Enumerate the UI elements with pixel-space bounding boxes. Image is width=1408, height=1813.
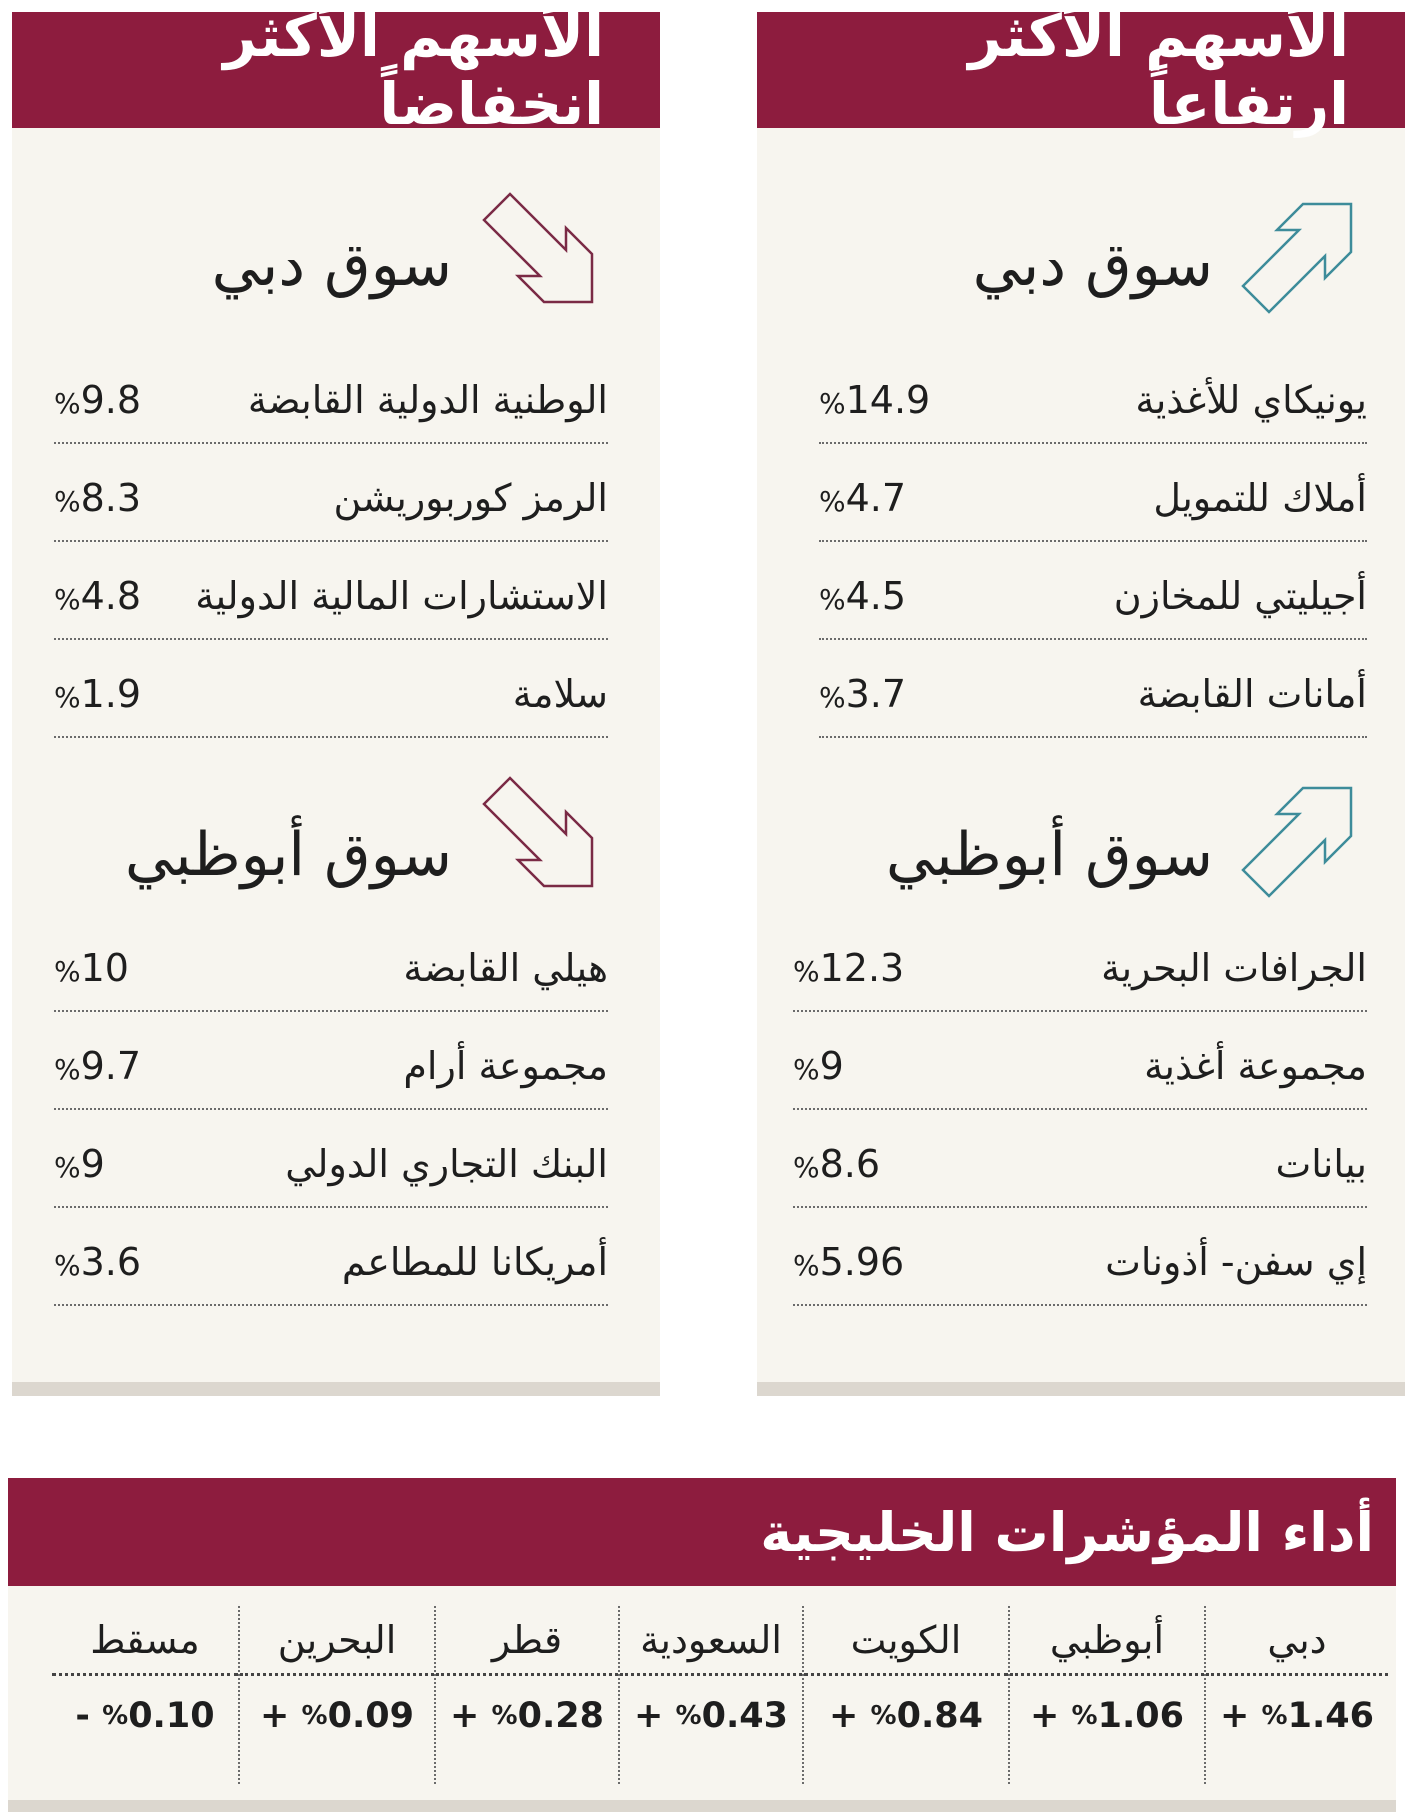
stock-change: %10 xyxy=(54,946,129,990)
stock-name: يونيكاي للأغذية xyxy=(1135,378,1367,422)
stock-name: هيلي القابضة xyxy=(403,946,608,990)
index-change: + % 0.43 xyxy=(634,1696,788,1736)
list-item xyxy=(54,1116,608,1208)
top-gainers-title: الأسهم الأكثر ارتفاعاً xyxy=(757,12,1405,128)
index-column-kuwait xyxy=(802,1606,1008,1784)
stock-change: %4.8 xyxy=(54,574,142,618)
stock-change: %5.96 xyxy=(793,1240,905,1284)
gulf-indices-title: أداء المؤشرات الخليجية xyxy=(8,1478,1396,1586)
top-gainers-panel xyxy=(757,2,1405,1382)
list-item xyxy=(819,646,1367,738)
stock-name: الجرافات البحرية xyxy=(1101,946,1367,990)
arrow-down-icon xyxy=(478,774,596,900)
stock-name: سلامة xyxy=(512,672,608,716)
index-column-abudhabi xyxy=(1008,1606,1204,1784)
index-column-dubai xyxy=(1204,1606,1388,1784)
panel-shadow xyxy=(757,1382,1405,1396)
stock-change: %4.7 xyxy=(819,476,907,520)
index-column-muscat xyxy=(52,1606,238,1784)
top-losers-panel xyxy=(12,2,660,1382)
index-name: أبوظبي xyxy=(1010,1606,1204,1676)
stock-name: الوطنية الدولية القابضة xyxy=(247,378,608,422)
index-column-bahrain xyxy=(238,1606,434,1784)
panel-shadow xyxy=(12,1382,660,1396)
market-title-dubai: سوق دبي xyxy=(972,230,1213,300)
stock-name: أملاك للتمويل xyxy=(1153,476,1367,520)
index-change: + % 0.84 xyxy=(829,1696,983,1736)
index-change: + % 0.09 xyxy=(260,1696,414,1736)
list-item xyxy=(54,1214,608,1306)
list-item xyxy=(819,352,1367,444)
stock-change: %8.3 xyxy=(54,476,142,520)
index-column-qatar xyxy=(434,1606,618,1784)
stock-change: %14.9 xyxy=(819,378,931,422)
stock-change: %1.9 xyxy=(54,672,142,716)
index-name: مسقط xyxy=(52,1606,238,1676)
stock-change: %9.7 xyxy=(54,1044,142,1088)
list-item xyxy=(793,920,1367,1012)
list-item xyxy=(819,450,1367,542)
stock-name: أمانات القابضة xyxy=(1137,672,1367,716)
market-title-dubai: سوق دبي xyxy=(211,230,452,300)
top-losers-title: الأسهم الأكثر انخفاضاً xyxy=(12,12,660,128)
stock-name: الاستشارات المالية الدولية xyxy=(195,574,608,618)
arrow-up-icon xyxy=(1237,190,1355,316)
stock-name: البنك التجاري الدولي xyxy=(285,1142,608,1186)
stock-change: %3.7 xyxy=(819,672,907,716)
stock-name: مجموعة أغذية xyxy=(1144,1044,1367,1088)
list-item xyxy=(54,646,608,738)
stock-change: %4.5 xyxy=(819,574,907,618)
list-item xyxy=(54,548,608,640)
list-item xyxy=(54,352,608,444)
index-name: قطر xyxy=(436,1606,618,1676)
market-title-abudhabi: سوق أبوظبي xyxy=(885,820,1213,890)
index-name: السعودية xyxy=(620,1606,802,1676)
stock-name: أجيليتي للمخازن xyxy=(1113,574,1367,618)
index-change: + % 0.28 xyxy=(450,1696,604,1736)
stock-change: %9.8 xyxy=(54,378,142,422)
stock-name: إي سفن- أذونات xyxy=(1105,1240,1367,1284)
list-item xyxy=(54,920,608,1012)
market-title-abudhabi: سوق أبوظبي xyxy=(124,820,452,890)
index-change: + % 1.06 xyxy=(1030,1696,1184,1736)
list-item xyxy=(793,1214,1367,1306)
list-item xyxy=(54,450,608,542)
gulf-indices-table xyxy=(28,1606,1388,1784)
stock-name: الرمز كوربوريشن xyxy=(333,476,608,520)
list-item xyxy=(793,1018,1367,1110)
stock-change: %3.6 xyxy=(54,1240,142,1284)
index-name: الكويت xyxy=(804,1606,1008,1676)
panel-shadow xyxy=(8,1800,1396,1812)
index-change: - % 0.10 xyxy=(75,1696,215,1736)
list-item xyxy=(793,1116,1367,1208)
index-column-saudi xyxy=(618,1606,802,1784)
arrow-up-icon xyxy=(1237,774,1355,900)
gulf-indices-section xyxy=(8,1478,1396,1800)
stock-name: مجموعة أرام xyxy=(403,1044,608,1088)
stock-change: %12.3 xyxy=(793,946,905,990)
index-change: + % 1.46 xyxy=(1220,1696,1374,1736)
index-name: البحرين xyxy=(240,1606,434,1676)
stock-name: أمريكانا للمطاعم xyxy=(341,1240,608,1284)
stock-name: بيانات xyxy=(1275,1142,1367,1186)
list-item xyxy=(819,548,1367,640)
stock-change: %9 xyxy=(793,1044,844,1088)
arrow-down-icon xyxy=(478,190,596,316)
list-item xyxy=(54,1018,608,1110)
index-name: دبي xyxy=(1206,1606,1388,1676)
stock-change: %8.6 xyxy=(793,1142,881,1186)
stock-change: %9 xyxy=(54,1142,105,1186)
